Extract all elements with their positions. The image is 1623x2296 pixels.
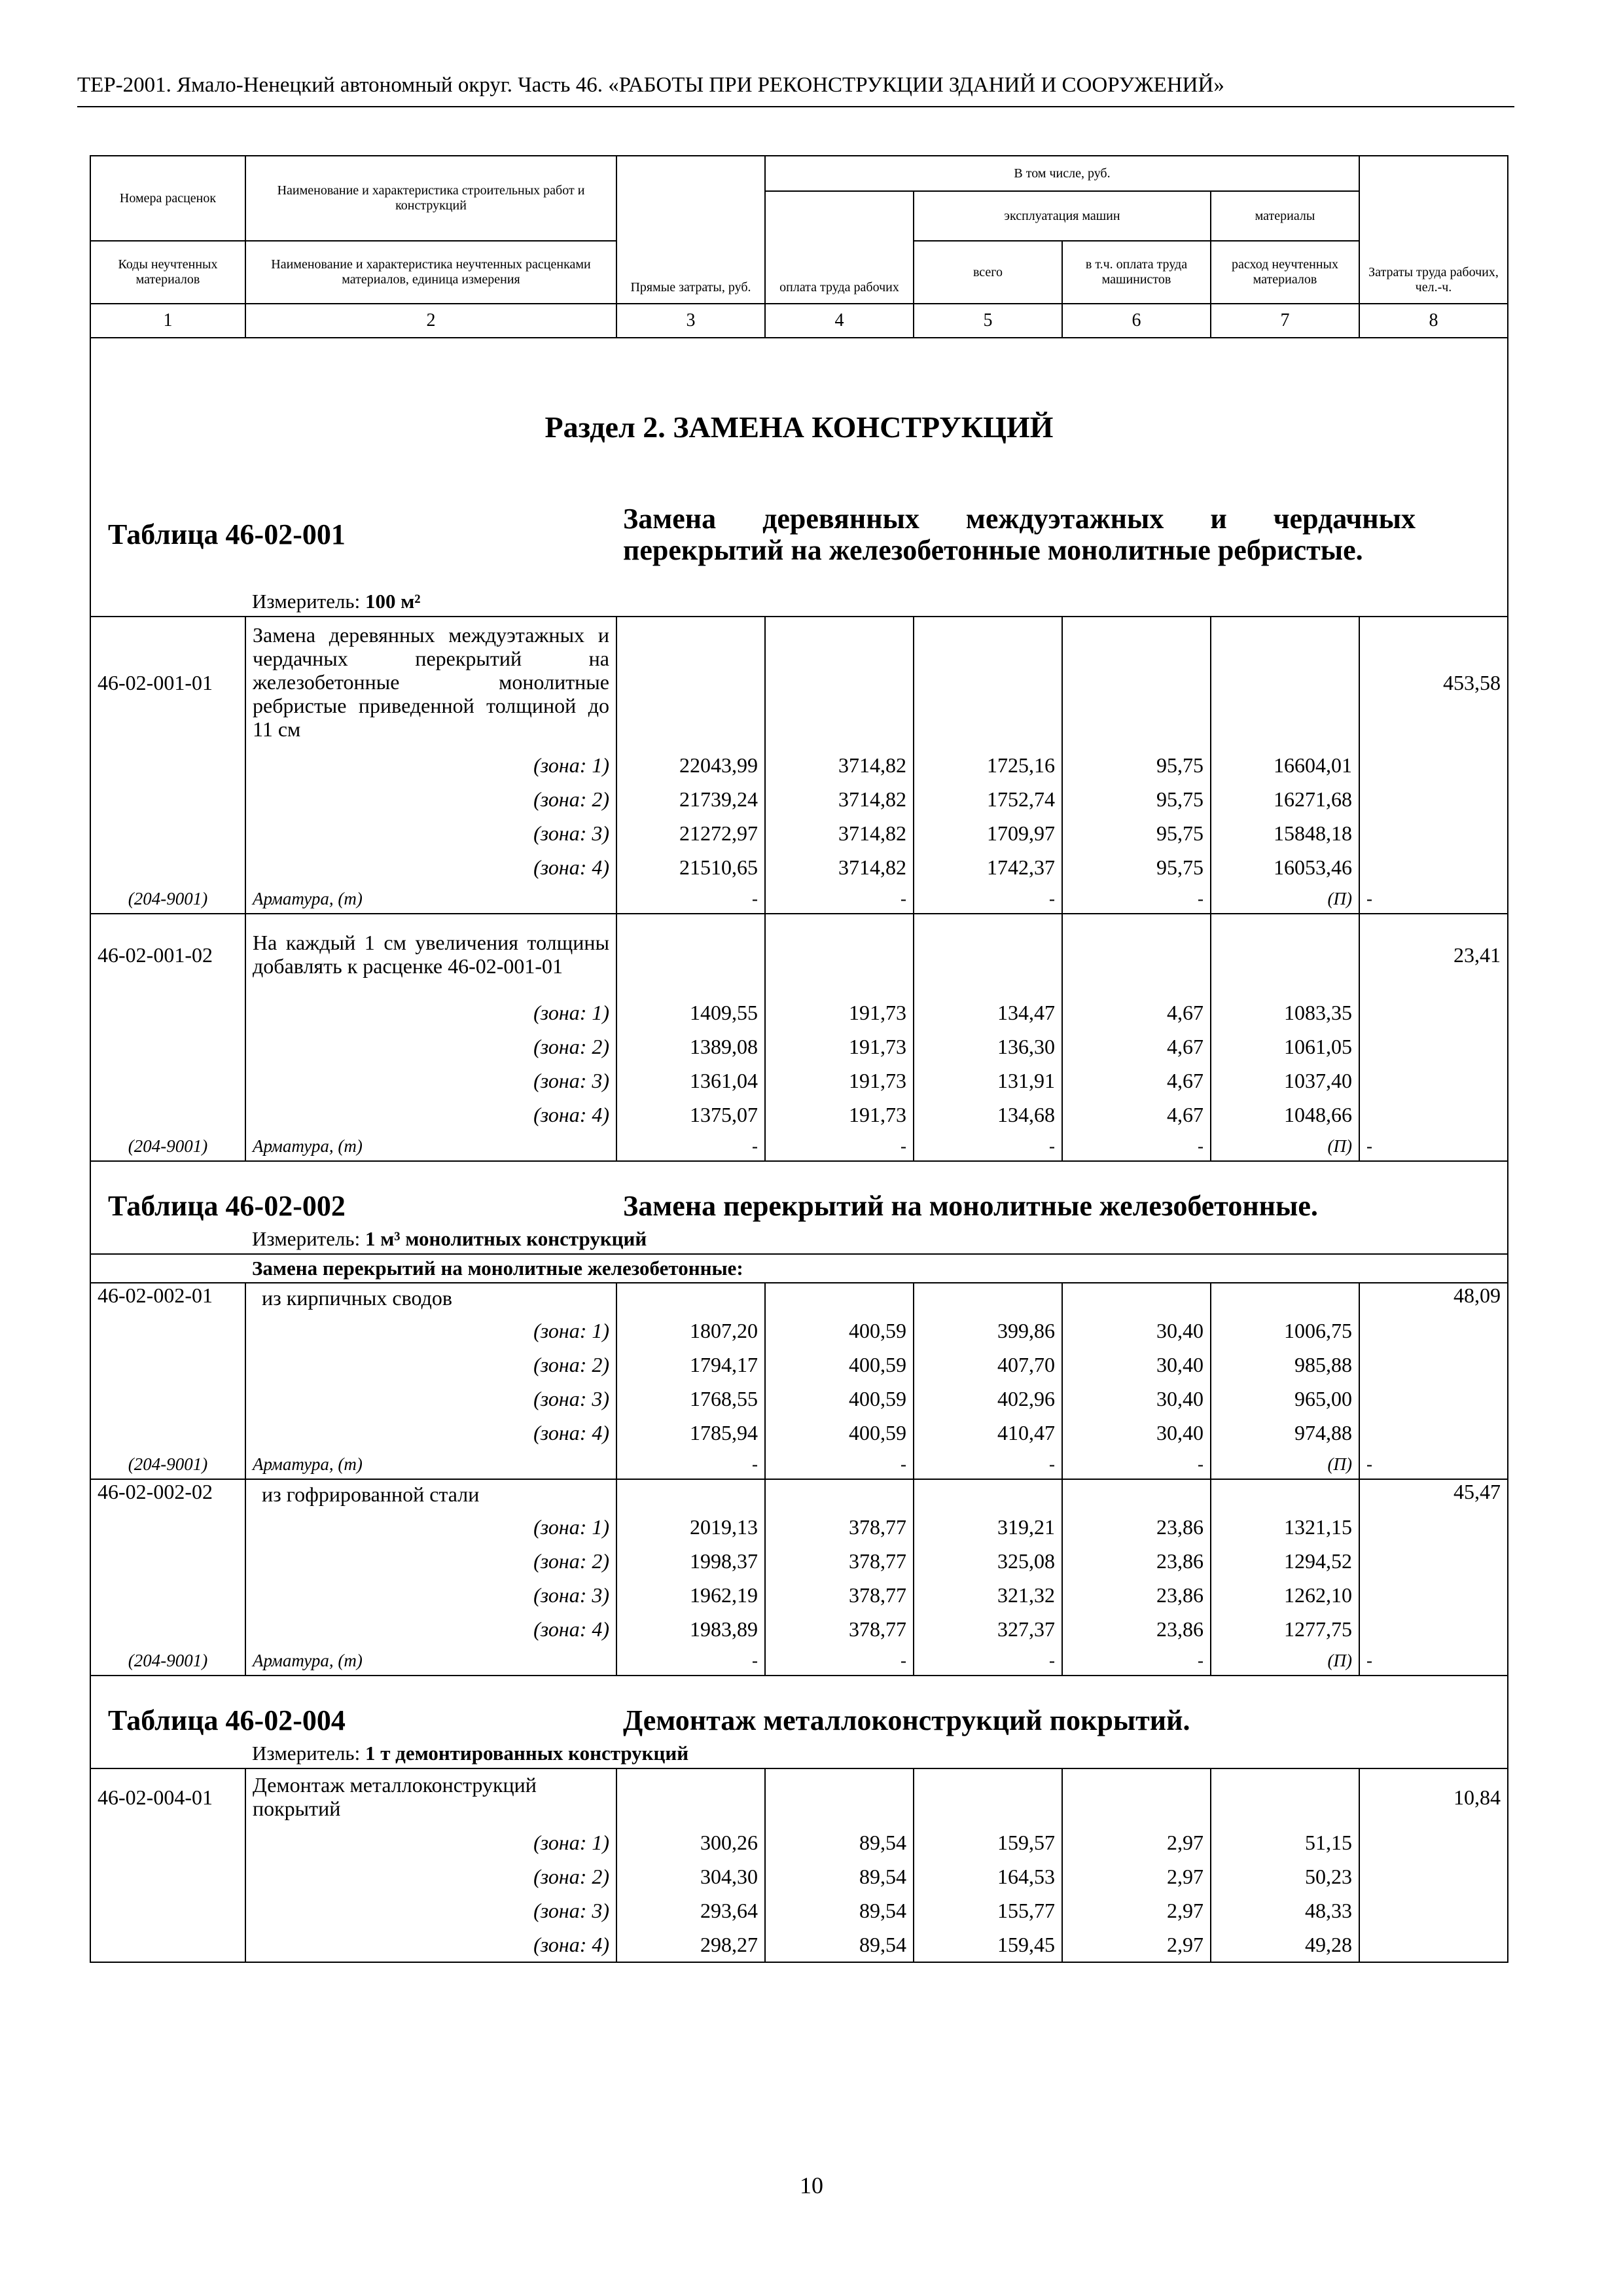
direct-cost: 21272,97 — [616, 816, 765, 850]
machines-total: 134,68 — [914, 1098, 1062, 1132]
material-name: Арматура, (т) — [245, 1646, 616, 1676]
machinist-pay: 4,67 — [1062, 1098, 1211, 1132]
zone-label: (зона: 4) — [245, 1612, 616, 1646]
material-value: (П) — [1211, 884, 1359, 914]
material-value: - — [914, 884, 1062, 914]
worker-pay: 89,54 — [765, 1893, 914, 1928]
material-value: - — [616, 1646, 765, 1676]
machinist-pay: 95,75 — [1062, 748, 1211, 782]
worker-pay: 400,59 — [765, 1382, 914, 1416]
measure-value: 1 т демонтированных конструкций — [365, 1742, 689, 1765]
table-title: Таблица 46-02-002 — [90, 1161, 616, 1225]
direct-cost: 1785,94 — [616, 1416, 765, 1450]
zone-label: (зона: 3) — [245, 1578, 616, 1612]
zone-label: (зона: 4) — [245, 1928, 616, 1962]
machines-total: 136,30 — [914, 1030, 1062, 1064]
rate-description: из кирпичных сводов — [245, 1283, 616, 1314]
materials-cost: 50,23 — [1211, 1859, 1359, 1893]
col-header-4: оплата труда рабочих — [765, 191, 914, 304]
col-number: 1 — [90, 304, 245, 338]
machines-total: 1709,97 — [914, 816, 1062, 850]
col-header-machines: эксплуатация машин — [914, 191, 1211, 241]
measure-value: 1 м³ монолитных конструкций — [365, 1227, 647, 1250]
materials-cost: 16271,68 — [1211, 782, 1359, 816]
zone-label: (зона: 2) — [245, 1348, 616, 1382]
zone-label: (зона: 1) — [245, 996, 616, 1030]
materials-cost: 965,00 — [1211, 1382, 1359, 1416]
machines-total: 1725,16 — [914, 748, 1062, 782]
direct-cost: 298,27 — [616, 1928, 765, 1962]
material-value: - — [1062, 1646, 1211, 1676]
worker-pay: 191,73 — [765, 1098, 914, 1132]
material-value: - — [765, 884, 914, 914]
worker-pay: 3714,82 — [765, 850, 914, 884]
col-number: 5 — [914, 304, 1062, 338]
col-header-incl: В том числе, руб. — [765, 156, 1359, 191]
machinist-pay: 95,75 — [1062, 850, 1211, 884]
material-value: - — [914, 1132, 1062, 1161]
machinist-pay: 23,86 — [1062, 1510, 1211, 1544]
col-header-5: всего — [914, 241, 1062, 304]
col-header-3: Прямые затраты, руб. — [616, 156, 765, 304]
material-value: - — [1062, 1132, 1211, 1161]
worker-pay: 3714,82 — [765, 782, 914, 816]
direct-cost: 21510,65 — [616, 850, 765, 884]
materials-cost: 1037,40 — [1211, 1064, 1359, 1098]
col-header-2-bottom: Наименование и характеристика неучтенных расценками материалов, единица измерения — [245, 241, 616, 304]
machinist-pay: 4,67 — [1062, 996, 1211, 1030]
col-number: 3 — [616, 304, 765, 338]
measure-label: Измеритель: — [252, 1742, 361, 1765]
machines-total: 131,91 — [914, 1064, 1062, 1098]
worker-pay: 89,54 — [765, 1825, 914, 1859]
material-value: (П) — [1211, 1646, 1359, 1676]
machinist-pay: 30,40 — [1062, 1382, 1211, 1416]
direct-cost: 1375,07 — [616, 1098, 765, 1132]
machinist-pay: 4,67 — [1062, 1064, 1211, 1098]
material-value: - — [616, 1450, 765, 1479]
col-header-6: в т.ч. оплата труда машинистов — [1062, 241, 1211, 304]
direct-cost: 1998,37 — [616, 1544, 765, 1578]
materials-cost: 48,33 — [1211, 1893, 1359, 1928]
material-value: - — [1359, 1450, 1508, 1479]
page-header: ТЕР-2001. Ямало-Ненецкий автономный округ. Часть 46. «РАБОТЫ ПРИ РЕКОНСТРУКЦИИ ЗДАНИЙ И СООРУЖЕНИЙ» — [77, 73, 1514, 107]
materials-cost: 1061,05 — [1211, 1030, 1359, 1064]
col-number: 2 — [245, 304, 616, 338]
machines-total: 321,32 — [914, 1578, 1062, 1612]
col-header-1-top: Номера расценок — [90, 156, 245, 241]
measure — [245, 587, 1508, 617]
materials-cost: 16053,46 — [1211, 850, 1359, 884]
machines-total: 155,77 — [914, 1893, 1062, 1928]
rate-code: 46-02-004-01 — [90, 1768, 245, 1825]
material-value: - — [1062, 884, 1211, 914]
col-header-materials: материалы — [1211, 191, 1359, 241]
col-header-8: Затраты труда рабочих, чел.-ч. — [1359, 156, 1508, 304]
material-value: - — [765, 1450, 914, 1479]
material-code: (204-9001) — [90, 1450, 245, 1479]
worker-pay: 400,59 — [765, 1314, 914, 1348]
measure-label: Измеритель: — [252, 590, 361, 613]
materials-cost: 51,15 — [1211, 1825, 1359, 1859]
material-name: Арматура, (т) — [245, 1450, 616, 1479]
price-table — [90, 155, 1508, 1963]
table-name: Демонтаж металлоконструкций покрытий. — [616, 1676, 1508, 1739]
rate-description: На каждый 1 см увеличения толщины добавлять к расценке 46-02-001-01 — [245, 914, 616, 996]
material-name: Арматура, (т) — [245, 884, 616, 914]
col-number: 4 — [765, 304, 914, 338]
zone-label: (зона: 4) — [245, 1416, 616, 1450]
direct-cost: 300,26 — [616, 1825, 765, 1859]
machines-total: 164,53 — [914, 1859, 1062, 1893]
zone-label: (зона: 1) — [245, 1314, 616, 1348]
materials-cost: 15848,18 — [1211, 816, 1359, 850]
measure — [245, 1225, 1508, 1254]
material-value: - — [914, 1450, 1062, 1479]
material-code: (204-9001) — [90, 1646, 245, 1676]
machinist-pay: 2,97 — [1062, 1825, 1211, 1859]
machinist-pay: 23,86 — [1062, 1544, 1211, 1578]
direct-cost: 1409,55 — [616, 996, 765, 1030]
zone-label: (зона: 3) — [245, 1893, 616, 1928]
material-code: (204-9001) — [90, 884, 245, 914]
rate-description: из гофрированной стали — [245, 1479, 616, 1510]
zone-label: (зона: 4) — [245, 850, 616, 884]
direct-cost: 1768,55 — [616, 1382, 765, 1416]
zone-label: (зона: 2) — [245, 782, 616, 816]
worker-pay: 89,54 — [765, 1859, 914, 1893]
machines-total: 1752,74 — [914, 782, 1062, 816]
machines-total: 1742,37 — [914, 850, 1062, 884]
material-value: - — [1359, 1132, 1508, 1161]
table-title: Таблица 46-02-001 — [90, 482, 616, 587]
worker-pay: 400,59 — [765, 1348, 914, 1382]
worker-pay: 191,73 — [765, 996, 914, 1030]
direct-cost: 2019,13 — [616, 1510, 765, 1544]
materials-cost: 1321,15 — [1211, 1510, 1359, 1544]
labor-cost: 10,84 — [1359, 1768, 1508, 1825]
zone-label: (зона: 1) — [245, 1825, 616, 1859]
machines-total: 327,37 — [914, 1612, 1062, 1646]
subheader: Замена перекрытий на монолитные железобетонные: — [245, 1254, 1508, 1283]
worker-pay: 378,77 — [765, 1612, 914, 1646]
materials-cost: 49,28 — [1211, 1928, 1359, 1962]
zone-label: (зона: 2) — [245, 1544, 616, 1578]
machines-total: 399,86 — [914, 1314, 1062, 1348]
direct-cost: 21739,24 — [616, 782, 765, 816]
zone-label: (зона: 1) — [245, 748, 616, 782]
materials-cost: 1277,75 — [1211, 1612, 1359, 1646]
labor-cost: 453,58 — [1359, 617, 1508, 748]
direct-cost: 1962,19 — [616, 1578, 765, 1612]
zone-label: (зона: 2) — [245, 1859, 616, 1893]
machines-total: 159,57 — [914, 1825, 1062, 1859]
machinist-pay: 23,86 — [1062, 1612, 1211, 1646]
machinist-pay: 2,97 — [1062, 1859, 1211, 1893]
measure-label: Измеритель: — [252, 1227, 361, 1250]
material-name: Арматура, (т) — [245, 1132, 616, 1161]
machines-total: 159,45 — [914, 1928, 1062, 1962]
zone-label: (зона: 3) — [245, 1382, 616, 1416]
machinist-pay: 2,97 — [1062, 1928, 1211, 1962]
machinist-pay: 95,75 — [1062, 816, 1211, 850]
material-value: - — [1062, 1450, 1211, 1479]
direct-cost: 1794,17 — [616, 1348, 765, 1382]
materials-cost: 1006,75 — [1211, 1314, 1359, 1348]
labor-cost: 45,47 — [1359, 1479, 1508, 1510]
machinist-pay: 2,97 — [1062, 1893, 1211, 1928]
worker-pay: 89,54 — [765, 1928, 914, 1962]
rate-description: Замена деревянных междуэтажных и чердачных перекрытий на железобетонные монолитные ребристые приведенной толщиной до 11 см — [245, 617, 616, 748]
material-value: - — [1359, 884, 1508, 914]
materials-cost: 1262,10 — [1211, 1578, 1359, 1612]
machines-total: 410,47 — [914, 1416, 1062, 1450]
rate-description: Демонтаж металлоконструкций покрытий — [245, 1768, 616, 1825]
materials-cost: 1048,66 — [1211, 1098, 1359, 1132]
worker-pay: 400,59 — [765, 1416, 914, 1450]
material-value: - — [765, 1646, 914, 1676]
machinist-pay: 4,67 — [1062, 1030, 1211, 1064]
section-title: Раздел 2. ЗАМЕНА КОНСТРУКЦИЙ — [90, 338, 1508, 482]
zone-label: (зона: 4) — [245, 1098, 616, 1132]
col-number: 6 — [1062, 304, 1211, 338]
col-header-7: расход неучтенных материалов — [1211, 241, 1359, 304]
worker-pay: 3714,82 — [765, 748, 914, 782]
worker-pay: 378,77 — [765, 1578, 914, 1612]
table-name: Замена деревянных междуэтажных и чердачных перекрытий на железобетонные монолитные ребристые. — [616, 482, 1508, 587]
zone-label: (зона: 3) — [245, 1064, 616, 1098]
materials-cost: 1083,35 — [1211, 996, 1359, 1030]
machinist-pay: 30,40 — [1062, 1314, 1211, 1348]
zone-label: (зона: 2) — [245, 1030, 616, 1064]
machinist-pay: 23,86 — [1062, 1578, 1211, 1612]
materials-cost: 974,88 — [1211, 1416, 1359, 1450]
zone-label: (зона: 1) — [245, 1510, 616, 1544]
measure — [245, 1739, 1508, 1768]
direct-cost: 293,64 — [616, 1893, 765, 1928]
machinist-pay: 30,40 — [1062, 1348, 1211, 1382]
col-number: 7 — [1211, 304, 1359, 338]
table-title: Таблица 46-02-004 — [90, 1676, 616, 1739]
material-value: - — [616, 884, 765, 914]
table-name: Замена перекрытий на монолитные железобетонные. — [616, 1161, 1508, 1225]
worker-pay: 378,77 — [765, 1510, 914, 1544]
direct-cost: 1807,20 — [616, 1314, 765, 1348]
materials-cost: 1294,52 — [1211, 1544, 1359, 1578]
material-value: (П) — [1211, 1132, 1359, 1161]
material-value: - — [1359, 1646, 1508, 1676]
page-number: 10 — [800, 2172, 823, 2198]
material-value: - — [616, 1132, 765, 1161]
machinist-pay: 30,40 — [1062, 1416, 1211, 1450]
machines-total: 325,08 — [914, 1544, 1062, 1578]
direct-cost: 1389,08 — [616, 1030, 765, 1064]
machines-total: 319,21 — [914, 1510, 1062, 1544]
machines-total: 402,96 — [914, 1382, 1062, 1416]
rate-code: 46-02-001-01 — [90, 617, 245, 748]
col-number: 8 — [1359, 304, 1508, 338]
rate-code: 46-02-002-02 — [90, 1479, 245, 1510]
direct-cost: 22043,99 — [616, 748, 765, 782]
materials-cost: 985,88 — [1211, 1348, 1359, 1382]
direct-cost: 1361,04 — [616, 1064, 765, 1098]
machines-total: 407,70 — [914, 1348, 1062, 1382]
worker-pay: 191,73 — [765, 1064, 914, 1098]
direct-cost: 304,30 — [616, 1859, 765, 1893]
worker-pay: 191,73 — [765, 1030, 914, 1064]
material-value: - — [765, 1132, 914, 1161]
direct-cost: 1983,89 — [616, 1612, 765, 1646]
material-code: (204-9001) — [90, 1132, 245, 1161]
machines-total: 134,47 — [914, 996, 1062, 1030]
rate-code: 46-02-002-01 — [90, 1283, 245, 1314]
zone-label: (зона: 3) — [245, 816, 616, 850]
col-header-1-bottom: Коды неучтенных материалов — [90, 241, 245, 304]
material-value: - — [914, 1646, 1062, 1676]
rate-code: 46-02-001-02 — [90, 914, 245, 996]
col-header-2-top: Наименование и характеристика строительных работ и конструкций — [245, 156, 616, 241]
worker-pay: 378,77 — [765, 1544, 914, 1578]
machinist-pay: 95,75 — [1062, 782, 1211, 816]
worker-pay: 3714,82 — [765, 816, 914, 850]
labor-cost: 23,41 — [1359, 914, 1508, 996]
material-value: (П) — [1211, 1450, 1359, 1479]
measure-value: 100 м² — [365, 590, 421, 613]
labor-cost: 48,09 — [1359, 1283, 1508, 1314]
materials-cost: 16604,01 — [1211, 748, 1359, 782]
